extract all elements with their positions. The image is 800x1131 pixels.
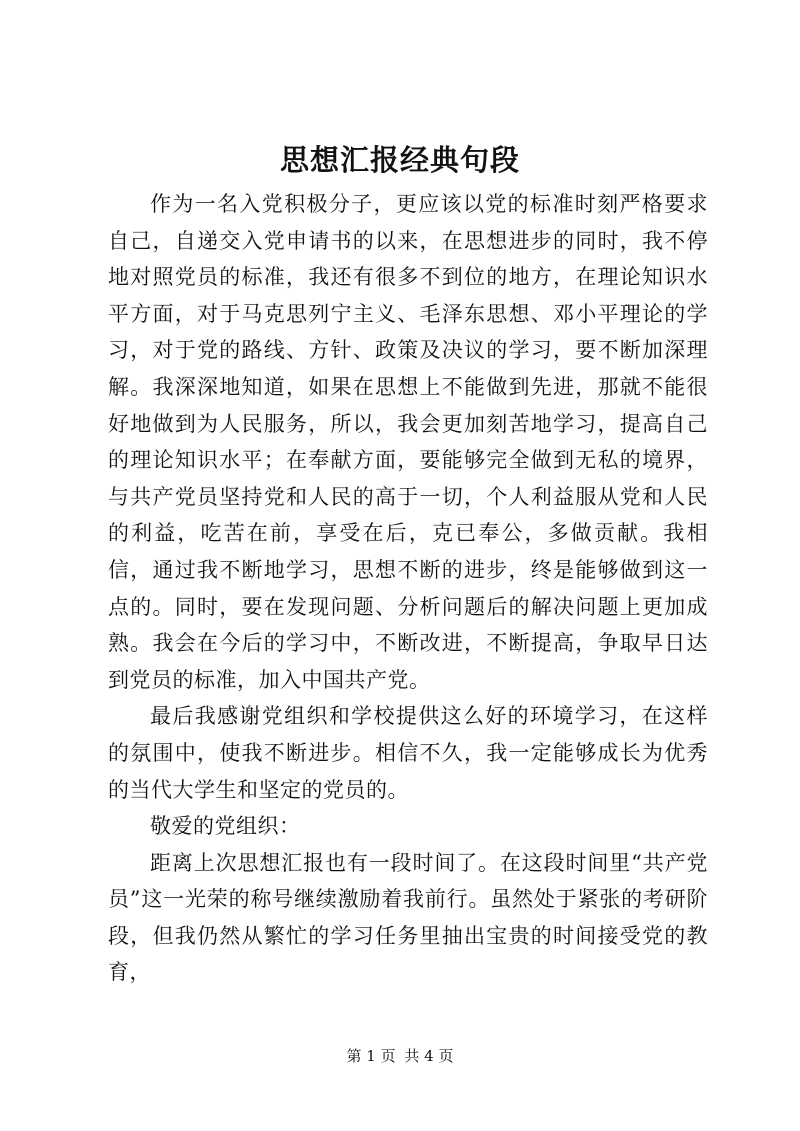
document-body (108, 186, 708, 991)
salutation: 敬爱的党组织： (150, 814, 301, 839)
page-footer (0, 1046, 800, 1066)
paragraph: 最后我感谢党组织和学校提供这么好的环境学习，在这样的氛围中，使我不断进步。相信不久，我一定能够成长为优秀的当代大学生和坚定的党员的。 (108, 704, 708, 802)
page-total: 共 4 页 (404, 1047, 454, 1065)
page-number: 第 1 页 (346, 1047, 396, 1065)
document-title: 思想汇报经典句段 (279, 143, 520, 177)
paragraph: 作为一名入党积极分子，更应该以党的标准时刻严格要求自己，自递交入党申请书的以来，在思想进步的同时，我不停地对照党员的标准，我还有很多不到位的地方，在理论知识水平方面，对于马克思列宁主义、毛泽东思想、邓小平理论的学习，对于党的路线、方针、政策及决议的学习，要不断加深理解。我深深地知道，如果在思想上不能做到先进，那就不能很好地做到为人民服务，所以，我会更加刻苦地学习，提高自己的理论知识水平；在奉献方面，要能够完全做到无私的境界，与共产党员坚持党和人民的高于一切，个人利益服从党和人民的利益，吃苦在前，享受在后，克已奉公，多做贡献。我相信，通过我不断地学习，思想不断的进步，终是能够做到这一点的。同时，要在发现问题、分析问题后的解决问题上更加成熟。我会在今后的学习中，不断改进，不断提高，争取早日达到党员的标准，加入中国共产党。 (108, 192, 708, 692)
paragraph: 距离上次思想汇报也有一段时间了。在这段时间里“共产党员”这一光荣的称号继续激励着我前行。虽然处于紧张的考研阶段，但我仍然从繁忙的学习任务里抽出宝贵的时间接受党的教育， (108, 850, 708, 985)
